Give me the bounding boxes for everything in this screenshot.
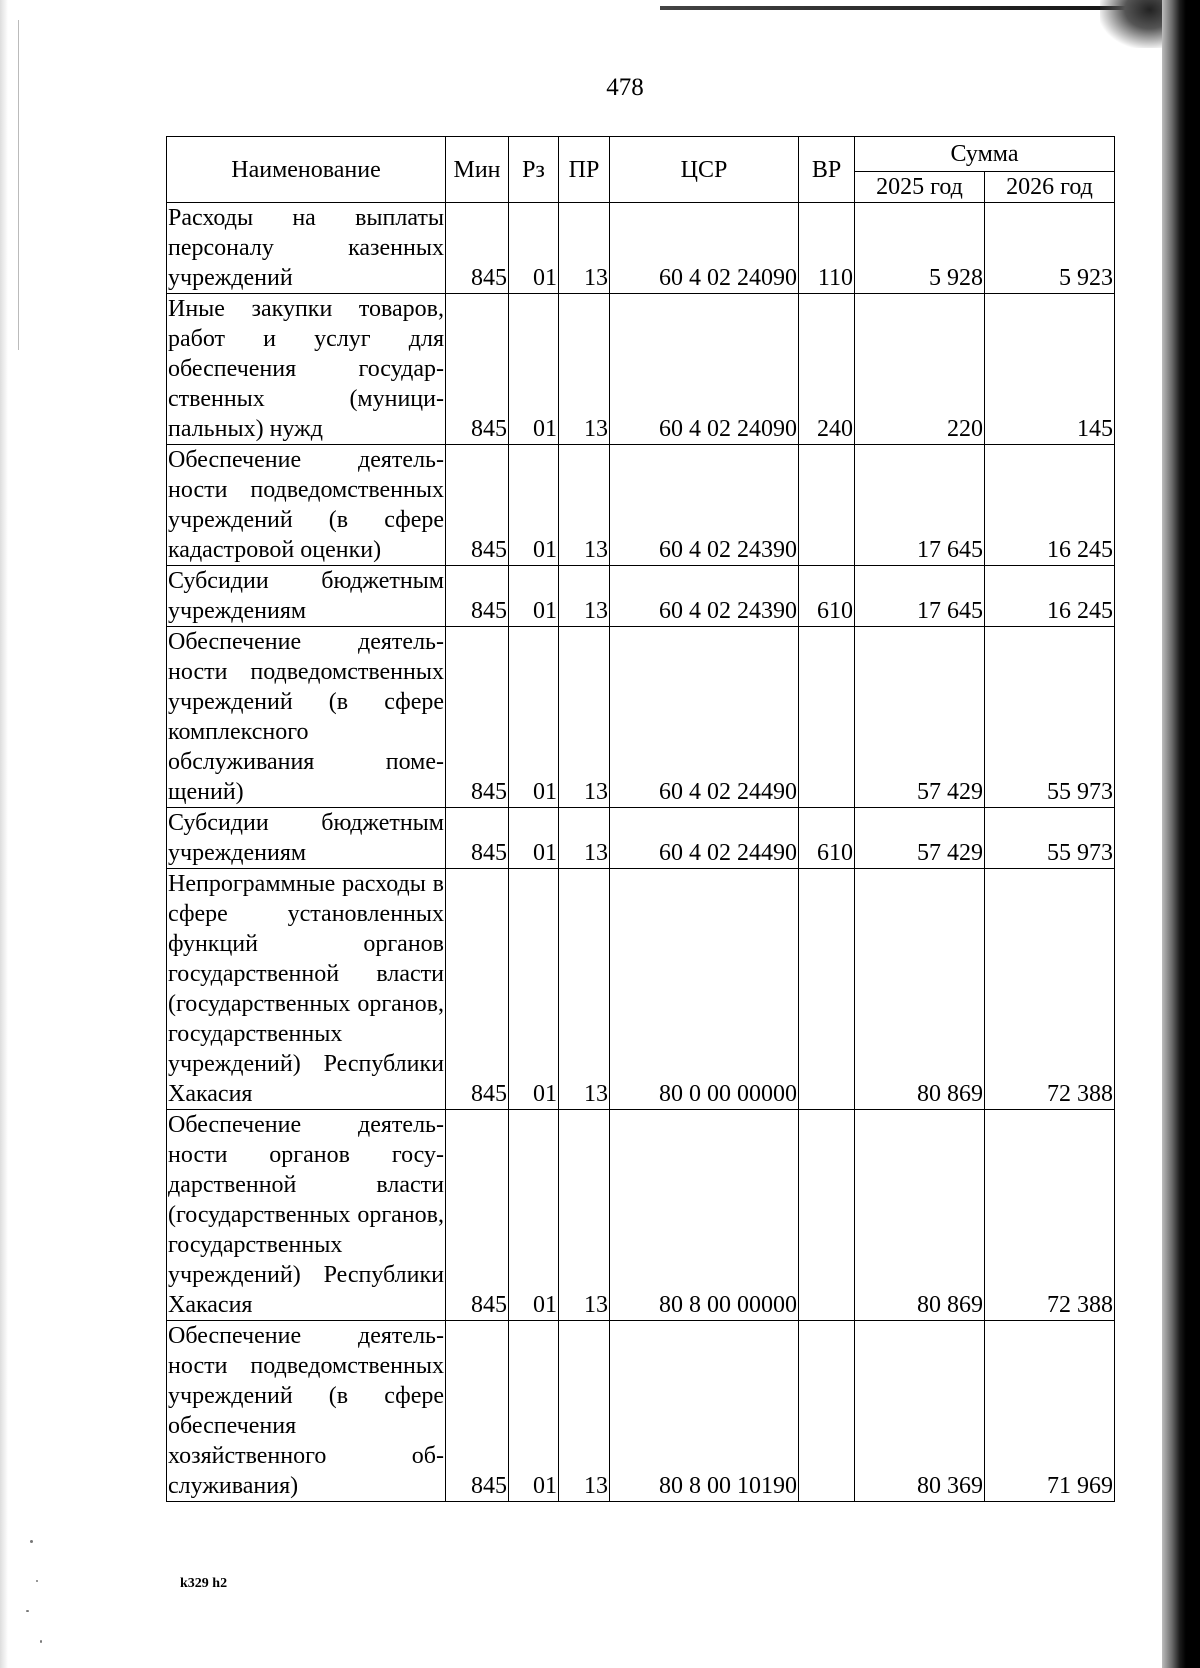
row-min: 845 — [446, 1321, 509, 1502]
footer-code: k329 h2 — [180, 1576, 228, 1591]
row-min: 845 — [446, 808, 509, 869]
row-name: Субсидии бюджетным учреждениям — [167, 808, 446, 869]
scan-left-edge — [0, 0, 8, 1668]
header-year-2026: 2026 год — [985, 172, 1115, 203]
header-pr: ПР — [559, 137, 610, 203]
row-sum-2025: 57 429 — [855, 808, 985, 869]
row-name: Обеспечение деятельности органов государственной власти (государственных органов, государственных учреждений) Республики Хакасия — [167, 1110, 446, 1321]
row-min: 845 — [446, 203, 509, 294]
row-min: 845 — [446, 627, 509, 808]
table-row — [167, 566, 1115, 627]
header-rz: Рз — [509, 137, 559, 203]
row-sum-2025: 220 — [855, 294, 985, 445]
row-min: 845 — [446, 566, 509, 627]
scan-right-edge — [1162, 0, 1200, 1668]
row-sum-2026: 5 923 — [985, 203, 1115, 294]
row-pr: 13 — [559, 445, 610, 566]
row-pr: 13 — [559, 203, 610, 294]
budget-table — [166, 136, 1115, 1502]
row-pr: 13 — [559, 808, 610, 869]
row-pr: 13 — [559, 566, 610, 627]
row-csr: 60 4 02 24090 — [610, 294, 799, 445]
table-row — [167, 1321, 1115, 1502]
table-row — [167, 294, 1115, 445]
header-vr: ВР — [799, 137, 855, 203]
row-sum-2025: 17 645 — [855, 566, 985, 627]
table-row — [167, 1110, 1115, 1321]
row-rz: 01 — [509, 203, 559, 294]
row-sum-2025: 80 369 — [855, 1321, 985, 1502]
row-rz: 01 — [509, 808, 559, 869]
row-csr: 80 8 00 00000 — [610, 1110, 799, 1321]
row-name: Обеспечение деятельности подведомственных учреждений (в сфере комплексного обслуживания помещений) — [167, 627, 446, 808]
scan-left-mark — [18, 20, 19, 350]
row-rz: 01 — [509, 1110, 559, 1321]
row-name: Непрограммные расходы в сфере установленных функций органов государственной власти (государственных органов, государственных учреждений) Республики Хакасия — [167, 869, 446, 1110]
row-sum-2025: 80 869 — [855, 1110, 985, 1321]
scan-top-corner — [1100, 0, 1162, 48]
row-sum-2026: 16 245 — [985, 566, 1115, 627]
header-csr: ЦСР — [610, 137, 799, 203]
table-row — [167, 808, 1115, 869]
row-csr: 60 4 02 24490 — [610, 627, 799, 808]
row-sum-2026: 72 388 — [985, 869, 1115, 1110]
row-rz: 01 — [509, 566, 559, 627]
row-pr: 13 — [559, 869, 610, 1110]
row-pr: 13 — [559, 1321, 610, 1502]
row-csr: 60 4 02 24490 — [610, 808, 799, 869]
row-sum-2026: 55 973 — [985, 627, 1115, 808]
row-sum-2026: 55 973 — [985, 808, 1115, 869]
row-vr: 610 — [799, 808, 855, 869]
row-sum-2025: 80 869 — [855, 869, 985, 1110]
row-sum-2025: 5 928 — [855, 203, 985, 294]
row-rz: 01 — [509, 869, 559, 1110]
table-body — [167, 203, 1115, 1502]
row-sum-2025: 17 645 — [855, 445, 985, 566]
row-pr: 13 — [559, 627, 610, 808]
header-year-2025: 2025 год — [855, 172, 985, 203]
scan-speck — [26, 1610, 29, 1612]
row-rz: 01 — [509, 294, 559, 445]
row-vr — [799, 1321, 855, 1502]
row-min: 845 — [446, 1110, 509, 1321]
scan-speck — [36, 1580, 38, 1582]
row-min: 845 — [446, 294, 509, 445]
row-vr: 240 — [799, 294, 855, 445]
row-name: Иные закупки товаров, работ и услуг для обеспечения государственных (муниципальных) нужд — [167, 294, 446, 445]
table-row — [167, 445, 1115, 566]
table-row — [167, 869, 1115, 1110]
row-rz: 01 — [509, 627, 559, 808]
row-name: Обеспечение деятельности подведомственных учреждений (в сфере обеспечения хозяйственного обслуживания) — [167, 1321, 446, 1502]
row-sum-2025: 57 429 — [855, 627, 985, 808]
row-csr: 60 4 02 24090 — [610, 203, 799, 294]
header-min: Мин — [446, 137, 509, 203]
row-pr: 13 — [559, 294, 610, 445]
row-name: Расходы на выплаты персоналу казенных учреждений — [167, 203, 446, 294]
header-name: Наименование — [167, 137, 446, 203]
row-rz: 01 — [509, 445, 559, 566]
row-name: Субсидии бюджетным учреждениям — [167, 566, 446, 627]
row-min: 845 — [446, 869, 509, 1110]
row-sum-2026: 72 388 — [985, 1110, 1115, 1321]
page-number: 478 — [606, 74, 644, 101]
row-vr — [799, 445, 855, 566]
row-min: 845 — [446, 445, 509, 566]
row-csr: 60 4 02 24390 — [610, 445, 799, 566]
row-name: Обеспечение деятельности подведомственных учреждений (в сфере кадастровой оценки) — [167, 445, 446, 566]
scan-top-edge — [660, 6, 1162, 10]
header-sum: Сумма — [855, 137, 1115, 172]
row-rz: 01 — [509, 1321, 559, 1502]
row-vr — [799, 627, 855, 808]
scan-speck — [30, 1540, 33, 1543]
scan-speck — [40, 1640, 42, 1643]
row-vr — [799, 869, 855, 1110]
table-row — [167, 203, 1115, 294]
table-header — [167, 137, 1115, 203]
table-row — [167, 627, 1115, 808]
row-vr: 610 — [799, 566, 855, 627]
row-pr: 13 — [559, 1110, 610, 1321]
row-sum-2026: 145 — [985, 294, 1115, 445]
row-csr: 60 4 02 24390 — [610, 566, 799, 627]
row-sum-2026: 71 969 — [985, 1321, 1115, 1502]
row-csr: 80 8 00 10190 — [610, 1321, 799, 1502]
row-sum-2026: 16 245 — [985, 445, 1115, 566]
row-vr — [799, 1110, 855, 1321]
row-csr: 80 0 00 00000 — [610, 869, 799, 1110]
row-vr: 110 — [799, 203, 855, 294]
